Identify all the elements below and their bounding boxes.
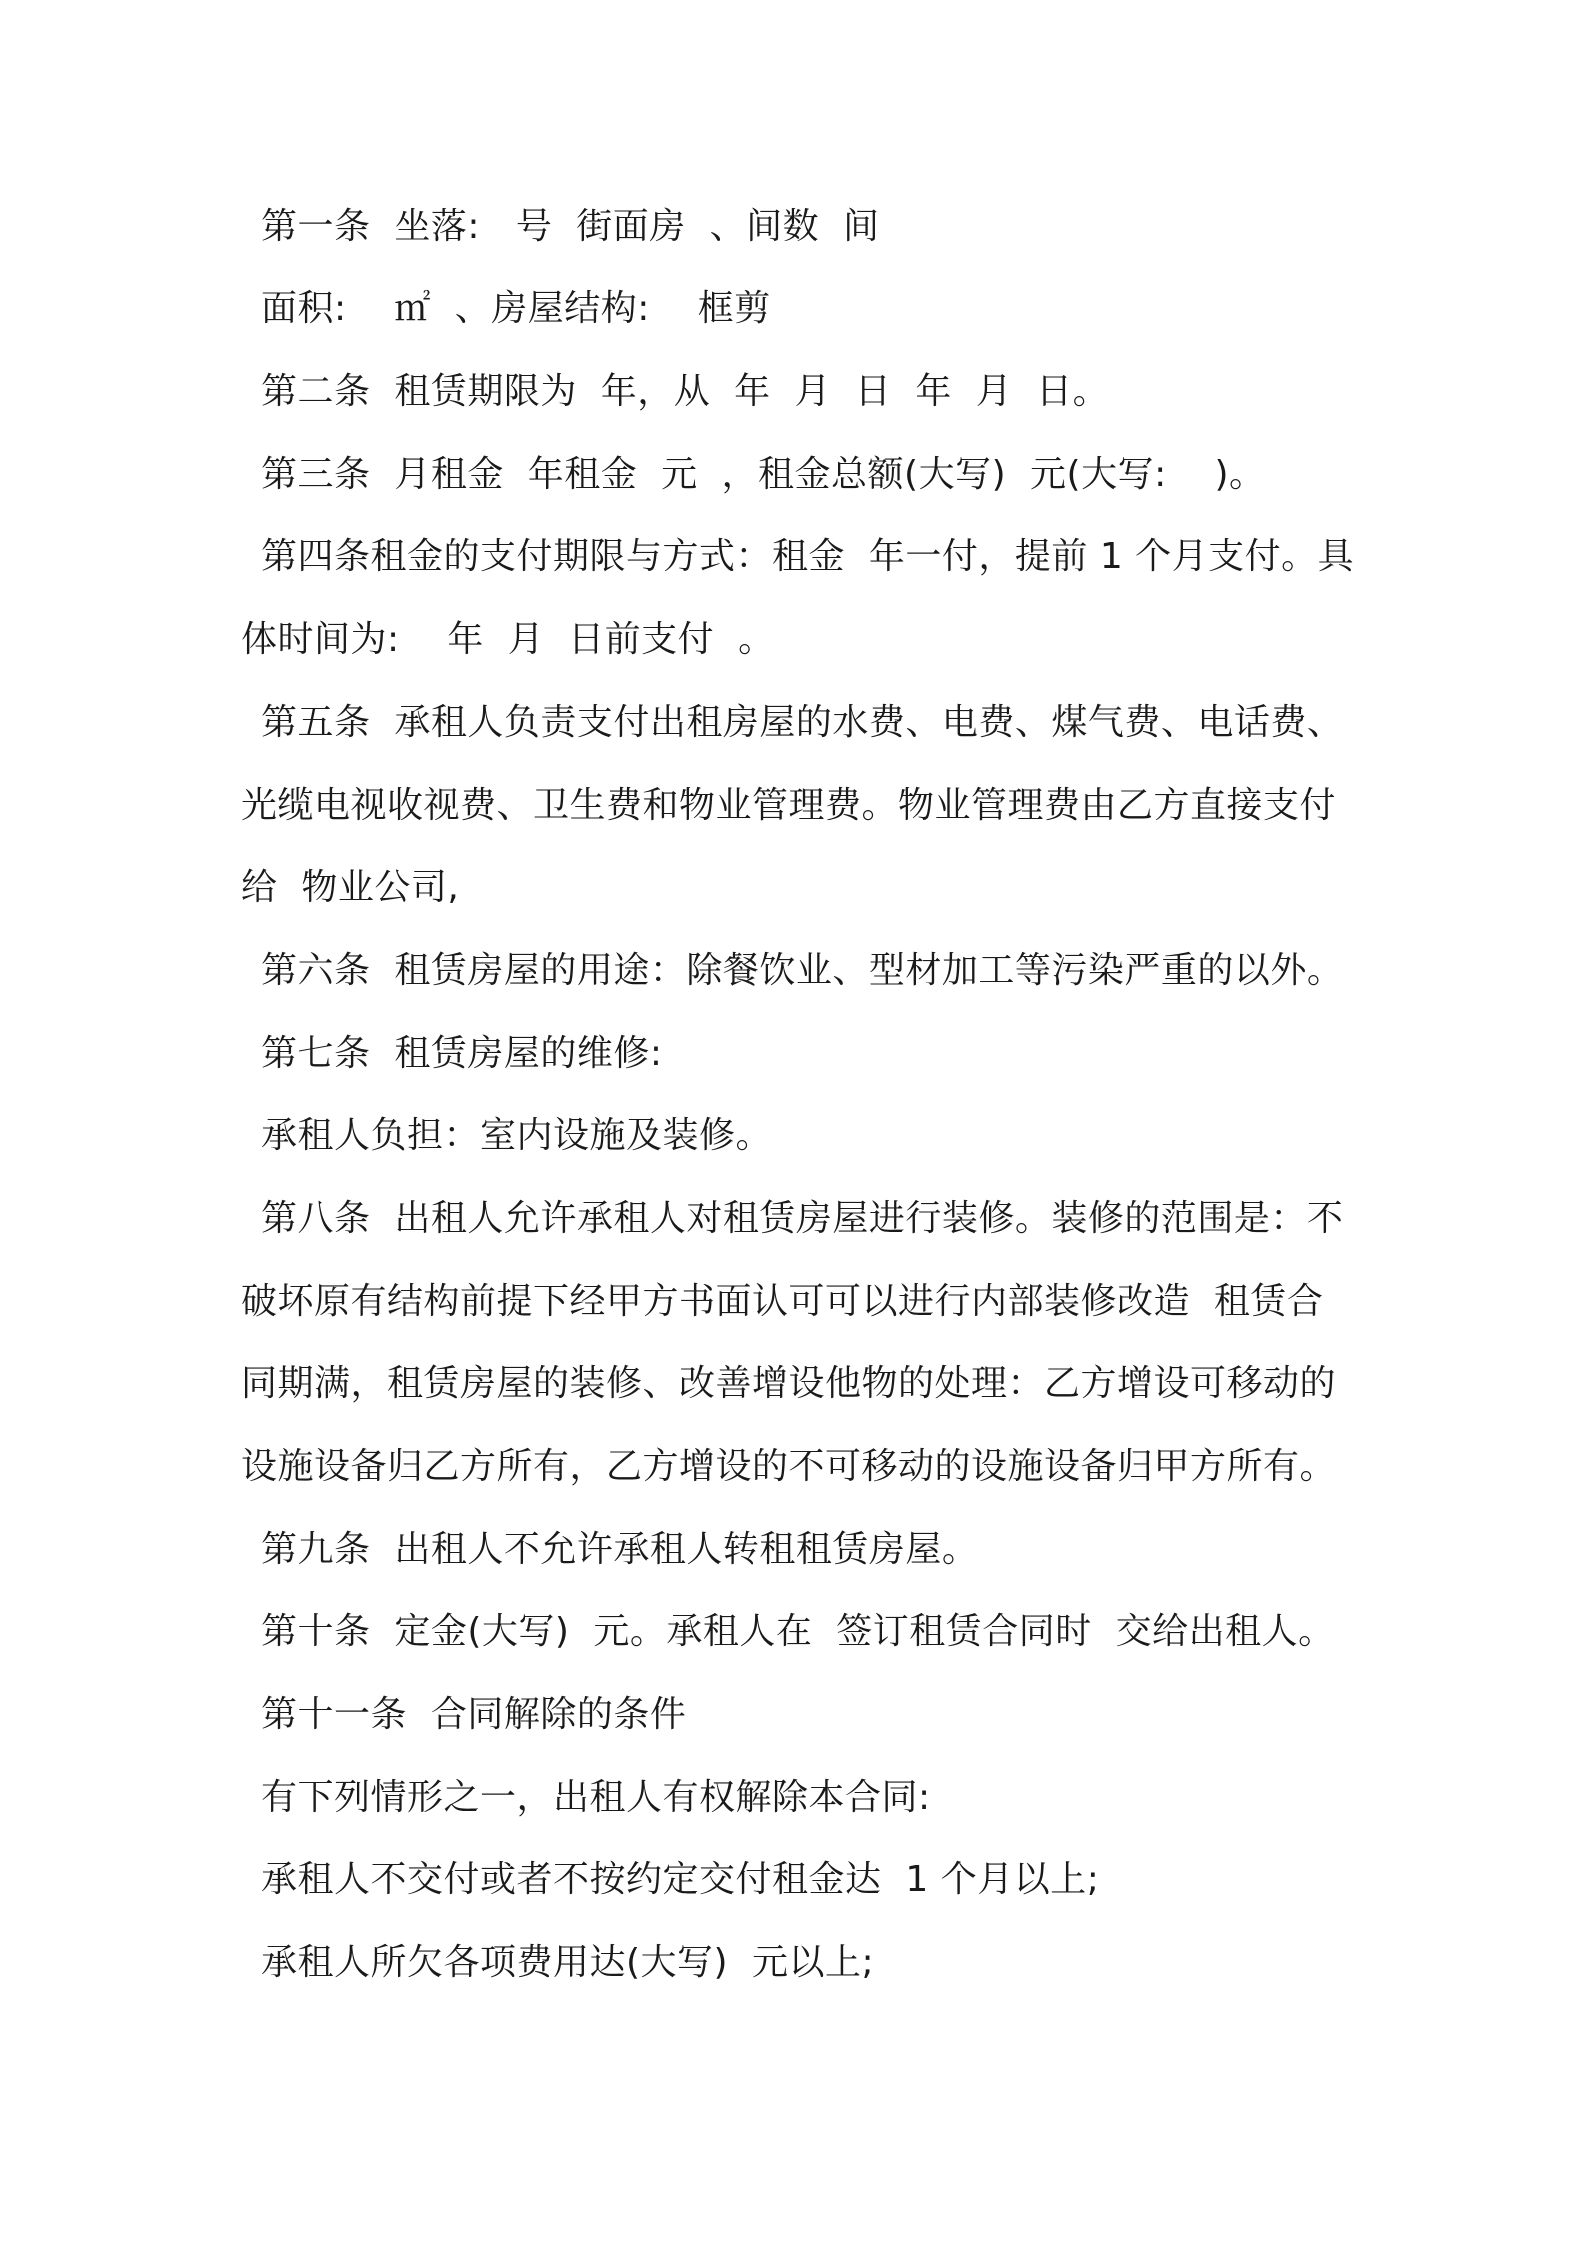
clause-2-term: 第二条 租赁期限为 年，从 年 月 日 年 月 日。 (261, 371, 1110, 412)
clause-1-area: 面积: ㎡ 、房屋结构: 框剪 (261, 288, 771, 329)
clause-5-fees-cont: 光缆电视收视费、卫生费和物业管理费。物业管理费由乙方直接支付 (241, 785, 1337, 826)
clause-5-fees-end: 给 物业公司, (241, 867, 460, 908)
clause-8-renovation-end: 设施设备归乙方所有，乙方增设的不可移动的设施设备归甲方所有。 (241, 1446, 1337, 1487)
clause-6-usage: 第六条 租赁房屋的用途：除餐饮业、型材加工等污染严重的以外。 (261, 950, 1344, 991)
clause-10-deposit: 第十条 定金(大写) 元。承租人在 签订租赁合同时 交给出租人。 (261, 1611, 1335, 1652)
clause-3-rent: 第三条 月租金 年租金 元 ，租金总额(大写) 元(大写: )。 (261, 454, 1266, 495)
clause-9-sublet: 第九条 出租人不允许承租人转租租赁房屋。 (261, 1529, 979, 1570)
clause-11-item-2: 承租人所欠各项费用达(大写) 元以上; (261, 1942, 875, 1983)
clause-11-title: 第十一条 合同解除的条件 (261, 1694, 687, 1735)
clause-4-payment-cont: 体时间为: 年 月 日前支付 。 (241, 619, 775, 660)
clause-5-fees: 第五条 承租人负责支付出租房屋的水费、电费、煤气费、电话费、 (261, 702, 1344, 743)
clause-8-renovation-cont: 破坏原有结构前提下经甲方书面认可可以进行内部装修改造 租赁合 (241, 1281, 1324, 1322)
clause-8-renovation-cont-2: 同期满，租赁房屋的装修、改善增设他物的处理：乙方增设可移动的 (241, 1363, 1337, 1404)
clause-7-maintenance: 第七条 租赁房屋的维修: (261, 1033, 663, 1074)
clause-4-payment: 第四条租金的支付期限与方式：租金 年一付，提前 1 个月支付。具 (261, 536, 1355, 577)
clause-7-tenant-burden: 承租人负担：室内设施及装修。 (261, 1115, 773, 1156)
clause-11-intro: 有下列情形之一，出租人有权解除本合同: (261, 1777, 931, 1818)
clause-8-renovation: 第八条 出租人允许承租人对租赁房屋进行装修。装修的范围是：不 (261, 1198, 1344, 1239)
clause-11-item-1: 承租人不交付或者不按约定交付租金达 1 个月以上; (261, 1859, 1100, 1900)
clause-1-location: 第一条 坐落: 号 街面房 、间数 间 (261, 206, 880, 247)
